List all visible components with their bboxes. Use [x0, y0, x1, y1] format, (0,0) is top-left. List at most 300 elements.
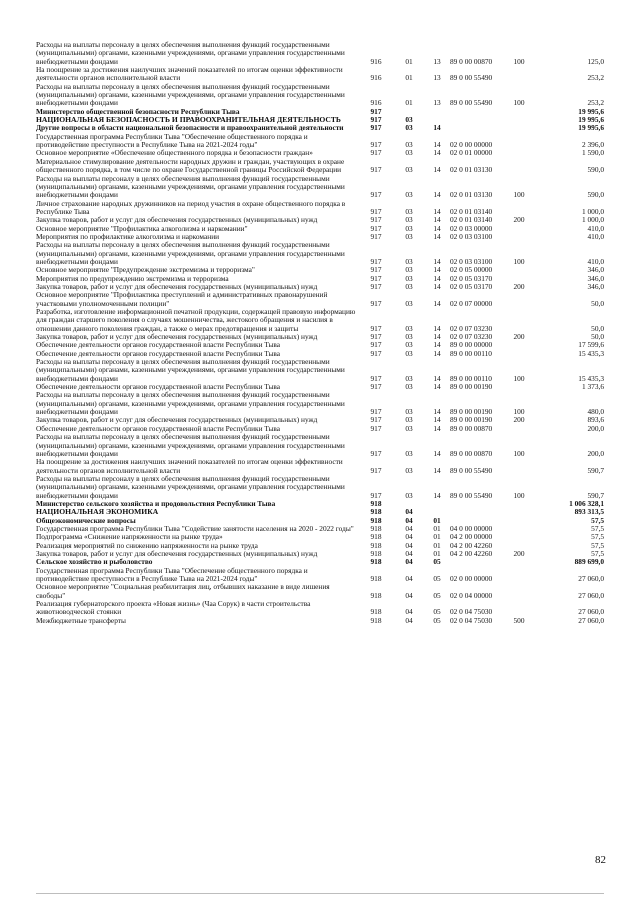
- subsection-code: 01: [433, 540, 441, 550]
- ministry-code: 916: [370, 73, 382, 83]
- table-row: [36, 291, 604, 308]
- subsection-code: 14: [433, 148, 441, 158]
- subsection-code: 14: [433, 256, 441, 266]
- amount: 410,0: [587, 231, 604, 241]
- subsection-code: 13: [433, 56, 441, 66]
- row-name: Расходы на выплаты персоналу в целях обеспечения выполнения функций государственными (муниципальными) органами, казенными учреждениями, органами управления государственными внебюджетными фондами: [36, 40, 345, 66]
- section-code: 01: [405, 56, 413, 66]
- target-article-code: 02 0 01 03130: [450, 165, 493, 175]
- subsection-code: 14: [433, 415, 441, 425]
- table-row: [36, 241, 604, 266]
- section-code: 03: [405, 281, 413, 291]
- subsection-code: 01: [433, 548, 441, 558]
- section-code: 03: [405, 373, 413, 383]
- target-article-code: 04 2 00 00000: [450, 532, 493, 542]
- amount: 410,0: [587, 256, 604, 266]
- target-article-code: 02 0 04 00000: [450, 590, 493, 600]
- ministry-code: 918: [370, 532, 382, 542]
- subsection-code: 14: [433, 373, 441, 383]
- subsection-code: 14: [433, 223, 441, 233]
- amount: 1 373,6: [581, 382, 604, 392]
- row-name: Расходы на выплаты персоналу в целях обеспечения выполнения функций государственными (муниципальными) органами, казенными учреждениями, органами управления государственными внебюджетными фондами: [36, 81, 345, 108]
- ministry-code: 918: [370, 540, 382, 550]
- ministry-code: 917: [370, 256, 382, 266]
- target-article-code: 89 0 00 00110: [450, 373, 492, 383]
- section-code: 03: [405, 123, 413, 133]
- expense-type-code: [508, 558, 530, 566]
- expense-type-code: [508, 233, 530, 241]
- amount: 1 000,0: [581, 206, 604, 216]
- section-code: 04: [405, 607, 413, 617]
- subsection-code: 14: [433, 407, 441, 417]
- table-row: [36, 158, 604, 175]
- target-article-code: [450, 116, 508, 124]
- row-name: Закупка товаров, работ и услуг для обеспечения государственных (муниципальных) нужд: [36, 332, 318, 342]
- amount: 893,6: [587, 415, 604, 425]
- target-article-code: 02 0 01 00000: [450, 148, 493, 158]
- amount: 590,7: [587, 465, 604, 475]
- ministry-code: 918: [370, 574, 382, 583]
- target-article-code: 02 0 03 03100: [450, 256, 493, 266]
- subsection-code: 14: [433, 123, 441, 133]
- subsection-code: 14: [433, 265, 441, 275]
- section-code: 04: [405, 523, 413, 533]
- expense-type-code: [508, 425, 530, 433]
- row-name: Межбюджетные трансферты: [36, 615, 126, 625]
- target-article-code: 02 0 07 00000: [450, 298, 493, 308]
- row-name: Обеспечение деятельности органов государственной власти Республики Тыва: [36, 340, 281, 350]
- subsection-code: 14: [433, 382, 441, 392]
- section-code: 03: [405, 465, 413, 475]
- section-code: 03: [405, 165, 413, 175]
- amount: 50,0: [591, 298, 604, 308]
- target-article-code: 02 0 01 03130: [450, 190, 493, 200]
- amount: 27 060,0: [578, 615, 604, 625]
- subsection-code: 05: [433, 557, 441, 567]
- expense-type-code: 200: [513, 281, 525, 291]
- expense-type-code: [508, 533, 530, 541]
- expense-type-code: 100: [513, 448, 525, 458]
- amount: 893 313,5: [574, 507, 604, 517]
- section-code: 03: [405, 256, 413, 266]
- row-name: Расходы на выплаты персоналу в целях обеспечения выполнения функций государственными (муниципальными) органами, казенными учреждениями, органами управления государственными внебюджетными фондами: [36, 240, 345, 266]
- expense-type-code: [508, 583, 530, 600]
- section-code: 03: [405, 231, 413, 241]
- amount: 57,5: [591, 540, 604, 550]
- subsection-code: 14: [433, 206, 441, 216]
- target-article-code: [450, 508, 508, 516]
- subsection-code: 14: [433, 348, 441, 358]
- expense-type-code: [508, 341, 530, 349]
- subsection-code: 05: [433, 574, 441, 583]
- subsection-code: [424, 500, 450, 508]
- row-name: Государственная программа Республики Тыва "Обеспечение общественного порядка и противодействие преступности в Республике Тыва на 2021-2024 годы": [36, 565, 308, 583]
- target-article-code: 02 0 00 00000: [450, 574, 493, 583]
- target-article-code: 04 2 00 42260: [450, 548, 493, 558]
- target-article-code: [450, 108, 508, 116]
- row-name: Реализация губернаторского проекта «Новая жизнь» (Чаа Сорук) в части строительства животноводческой стоянки: [36, 599, 311, 617]
- amount: 57,5: [591, 515, 604, 525]
- amount: 1 000,0: [581, 215, 604, 225]
- target-article-code: 02 0 04 75030: [450, 607, 493, 617]
- section-code: 04: [405, 507, 413, 517]
- ministry-code: 917: [370, 190, 382, 200]
- row-name: На поощрение за достижения наилучших значений показателей по итогам оценки эффективности деятельности органов исполнительной власти: [36, 65, 343, 83]
- row-name: Материальное стимулирование деятельности народных дружин и граждан, участвующих в охране общественного порядка, в том числе по охране Государственной границы Российской Федерации: [36, 156, 345, 175]
- row-name: Мероприятия по предупреждению экстремизма и терроризма: [36, 273, 229, 283]
- table-row: [36, 617, 604, 625]
- ministry-code: 917: [370, 206, 382, 216]
- amount: 346,0: [587, 273, 604, 283]
- amount: 1 590,0: [581, 148, 604, 158]
- section-code: 03: [405, 340, 413, 350]
- expense-type-code: [508, 149, 530, 157]
- target-article-code: 02 0 04 75030: [450, 615, 493, 625]
- amount: 346,0: [587, 281, 604, 291]
- expense-type-code: [508, 124, 530, 132]
- expense-type-code: 100: [513, 190, 525, 200]
- ministry-code: 918: [370, 498, 382, 508]
- expense-type-code: 200: [513, 215, 525, 225]
- section-code: 04: [405, 548, 413, 558]
- expense-type-code: [508, 116, 530, 124]
- ministry-code: 917: [370, 123, 382, 133]
- row-name: Государственная программа Республики Тыва "Содействие занятости населения на 2020 - 2022 годы": [36, 523, 354, 533]
- target-article-code: 02 0 07 03230: [450, 323, 493, 333]
- section-code: 03: [405, 382, 413, 392]
- ministry-code: 917: [370, 340, 382, 350]
- section-code: 03: [405, 115, 413, 125]
- amount: 50,0: [591, 323, 604, 333]
- row-name: Основное мероприятие «Обеспечение общественного порядка и безопасности граждан»: [36, 148, 313, 158]
- expense-type-code: [508, 500, 530, 508]
- row-name: Обеспечение деятельности органов государственной власти Республики Тыва: [36, 382, 281, 392]
- expense-type-code: [508, 308, 530, 333]
- subsection-code: 01: [433, 532, 441, 542]
- expense-type-code: [508, 108, 530, 116]
- expense-type-code: [508, 158, 530, 175]
- expense-type-code: [508, 517, 530, 525]
- ministry-code: 917: [370, 373, 382, 383]
- target-article-code: 02 0 05 03170: [450, 273, 493, 283]
- subsection-code: 13: [433, 98, 441, 108]
- amount: 50,0: [591, 332, 604, 342]
- section-code: 04: [405, 615, 413, 625]
- section-code: 03: [405, 407, 413, 417]
- row-name: Государственная программа Республики Тыва "Обеспечение общественного порядка и противодействие преступности в Республике Тыва на 2021-2024 годы": [36, 131, 308, 150]
- ministry-code: 917: [370, 223, 382, 233]
- expense-type-code: [508, 225, 530, 233]
- row-name: Закупка товаров, работ и услуг для обеспечения государственных (муниципальных) нужд: [36, 215, 318, 225]
- page-number: 82: [595, 854, 606, 866]
- subsection-code: 01: [433, 515, 441, 525]
- subsection-code: 14: [433, 448, 441, 458]
- section-code: 03: [405, 298, 413, 308]
- ministry-code: 917: [370, 265, 382, 275]
- row-name: Обеспечение деятельности органов государственной власти Республики Тыва: [36, 423, 281, 433]
- row-name: Основное мероприятие "Профилактика алкоголизма и наркомании": [36, 223, 248, 233]
- expense-type-code: 100: [513, 373, 525, 383]
- table-row: [36, 567, 604, 584]
- table-row: [36, 83, 604, 108]
- ministry-code: 916: [370, 56, 382, 66]
- row-name: Основное мероприятие "Профилактика преступлений и административных правонарушений участковыми уполномоченными полиции": [36, 290, 328, 308]
- table-row: [36, 175, 604, 200]
- expense-type-code: 100: [513, 490, 525, 500]
- amount: 410,0: [587, 223, 604, 233]
- section-code: 04: [405, 590, 413, 600]
- section-code: 03: [405, 140, 413, 150]
- section-code: 03: [405, 323, 413, 333]
- ministry-code: 917: [370, 115, 382, 125]
- subsection-code: 14: [433, 490, 441, 500]
- table-row: [36, 600, 604, 617]
- table-row: [36, 583, 604, 600]
- row-name: Подпрограмма «Снижение напряженности на рынке труда»: [36, 532, 223, 542]
- target-article-code: 02 0 05 03170: [450, 281, 493, 291]
- target-article-code: 89 0 00 00110: [450, 348, 492, 358]
- subsection-code: 14: [433, 298, 441, 308]
- expense-type-code: [508, 600, 530, 617]
- amount: 19 995,6: [578, 115, 604, 125]
- section-code: 04: [405, 532, 413, 542]
- amount: 200,0: [587, 423, 604, 433]
- section-code: 03: [405, 223, 413, 233]
- subsection-code: 05: [433, 590, 441, 600]
- amount: 27 060,0: [578, 574, 604, 583]
- subsection-code: 14: [433, 281, 441, 291]
- ministry-code: 917: [370, 415, 382, 425]
- ministry-code: 916: [370, 98, 382, 108]
- row-name: Закупка товаров, работ и услуг для обеспечения государственных (муниципальных) нужд: [36, 415, 318, 425]
- section-code: 03: [405, 190, 413, 200]
- table-row: [36, 133, 604, 150]
- footer-rule: [36, 893, 604, 894]
- row-name: Расходы на выплаты персоналу в целях обеспечения выполнения функций государственными (муниципальными) органами, казенными учреждениями, органами управления государственными внебюджетными фондами: [36, 357, 345, 383]
- row-name: Расходы на выплаты персоналу в целях обеспечения выполнения функций государственными (муниципальными) органами, казенными учреждениями, органами управления государственными внебюджетными фондами: [36, 432, 345, 458]
- expense-type-code: 100: [513, 407, 525, 417]
- amount: 590,0: [587, 190, 604, 200]
- section-code: 03: [405, 265, 413, 275]
- expense-type-code: [508, 508, 530, 516]
- table-row: [36, 41, 604, 66]
- row-name: Другие вопросы в области национальной безопасности и правоохранительной деятельности: [36, 123, 344, 133]
- amount: 590,0: [587, 165, 604, 175]
- subsection-code: 14: [433, 190, 441, 200]
- subsection-code: 14: [433, 465, 441, 475]
- target-article-code: 89 0 00 00000: [450, 340, 493, 350]
- section-code: 04: [405, 515, 413, 525]
- expense-type-code: [508, 383, 530, 391]
- ministry-code: 918: [370, 515, 382, 525]
- ministry-code: 918: [370, 557, 382, 567]
- expense-type-code: [508, 525, 530, 533]
- expense-type-code: 500: [513, 615, 525, 625]
- expense-type-code: 100: [513, 56, 525, 66]
- amount: 15 435,3: [578, 348, 604, 358]
- expense-type-code: 200: [513, 332, 525, 342]
- subsection-code: 14: [433, 340, 441, 350]
- amount: 57,5: [591, 548, 604, 558]
- row-name: НАЦИОНАЛЬНАЯ БЕЗОПАСНОСТЬ И ПРАВООХРАНИТЕЛЬНАЯ ДЕЯТЕЛЬНОСТЬ: [36, 115, 341, 125]
- expense-type-code: [508, 66, 530, 83]
- target-article-code: 89 0 00 55490: [450, 73, 493, 83]
- expense-type-code: [508, 200, 530, 217]
- ministry-code: 917: [370, 298, 382, 308]
- amount: 17 599,6: [578, 340, 604, 350]
- row-name: Расходы на выплаты персоналу в целях обеспечения выполнения функций государственными (муниципальными) органами, казенными учреждениями, органами управления государственными внебюджетными фондами: [36, 473, 345, 500]
- target-article-code: [450, 124, 508, 132]
- ministry-code: 917: [370, 465, 382, 475]
- row-name: Разработка, изготовление информационной печатной продукции, содержащей правовую информацию для граждан старшего поколения о случаях мошенничества, жестокого обращения и насилия в отношении данного поколения граждан, а также о мерах предотвращения и защиты: [36, 307, 356, 333]
- target-article-code: 89 0 00 00190: [450, 407, 493, 417]
- section-code: 03: [405, 206, 413, 216]
- table-row: [36, 433, 604, 458]
- amount: 590,7: [587, 490, 604, 500]
- subsection-code: 14: [433, 140, 441, 150]
- section-code: 01: [405, 98, 413, 108]
- row-name: Реализация мероприятий по снижению напряженности на рынке труда: [36, 540, 258, 550]
- ministry-code: 917: [370, 332, 382, 342]
- ministry-code: 917: [370, 490, 382, 500]
- target-article-code: [450, 500, 508, 508]
- expense-type-code: 100: [513, 98, 525, 108]
- ministry-code: 918: [370, 507, 382, 517]
- ministry-code: 918: [370, 607, 382, 617]
- expense-type-code: [508, 291, 530, 308]
- subsection-code: 14: [433, 215, 441, 225]
- ministry-code: 917: [370, 407, 382, 417]
- subsection-code: 14: [433, 332, 441, 342]
- expense-type-code: 200: [513, 548, 525, 558]
- amount: 200,0: [587, 448, 604, 458]
- target-article-code: 02 0 01 03140: [450, 206, 493, 216]
- row-name: Закупка товаров, работ и услуг для обеспечения государственных (муниципальных) нужд: [36, 548, 318, 558]
- table-row: [36, 200, 604, 217]
- subsection-code: 14: [433, 323, 441, 333]
- table-row: [36, 475, 604, 500]
- section-code: 04: [405, 574, 413, 583]
- amount: 346,0: [587, 265, 604, 275]
- ministry-code: 918: [370, 523, 382, 533]
- subsection-code: 05: [433, 607, 441, 617]
- row-name: Личное страхование народных дружинников на период участия в охране общественного порядка в Республике Тыва: [36, 198, 346, 216]
- budget-table: [36, 41, 604, 625]
- row-name: Сельское хозяйство и рыболовство: [36, 557, 153, 567]
- section-code: 03: [405, 215, 413, 225]
- amount: 253,2: [587, 73, 604, 83]
- table-row: [36, 358, 604, 383]
- amount: 19 995,6: [578, 106, 604, 116]
- row-name: Общеэкономические вопросы: [36, 515, 136, 525]
- expense-type-code: 200: [513, 415, 525, 425]
- target-article-code: 89 0 00 00870: [450, 448, 493, 458]
- amount: 253,2: [587, 98, 604, 108]
- ministry-code: 917: [370, 148, 382, 158]
- subsection-code: 14: [433, 423, 441, 433]
- amount: 1 006 328,1: [569, 498, 604, 508]
- ministry-code: 917: [370, 106, 382, 116]
- ministry-code: 917: [370, 448, 382, 458]
- amount: 2 396,0: [581, 140, 604, 150]
- section-code: 04: [405, 540, 413, 550]
- target-article-code: 89 0 00 55490: [450, 465, 493, 475]
- expense-type-code: 100: [513, 256, 525, 266]
- table-row: [36, 66, 604, 83]
- target-article-code: 02 0 05 00000: [450, 265, 493, 275]
- ministry-code: 918: [370, 548, 382, 558]
- section-code: 03: [405, 332, 413, 342]
- table-row: [36, 458, 604, 475]
- ministry-code: 917: [370, 140, 382, 150]
- section-code: 03: [405, 273, 413, 283]
- expense-type-code: [508, 133, 530, 150]
- ministry-code: 918: [370, 615, 382, 625]
- target-article-code: 89 0 00 55490: [450, 98, 493, 108]
- target-article-code: 89 0 00 55490: [450, 490, 493, 500]
- target-article-code: 02 0 03 00000: [450, 223, 493, 233]
- expense-type-code: [508, 458, 530, 475]
- subsection-code: 05: [433, 615, 441, 625]
- target-article-code: 89 0 00 00190: [450, 382, 493, 392]
- target-article-code: 02 0 03 03100: [450, 231, 493, 241]
- amount: 480,0: [587, 407, 604, 417]
- ministry-code: 917: [370, 231, 382, 241]
- row-name: Министерство общественной безопасности Республики Тыва: [36, 106, 240, 116]
- amount: 125,0: [587, 56, 604, 66]
- amount: 57,5: [591, 532, 604, 542]
- subsection-code: [424, 108, 450, 116]
- amount: 19 995,6: [578, 123, 604, 133]
- target-article-code: 89 0 00 00870: [450, 423, 493, 433]
- target-article-code: 89 0 00 00870: [450, 56, 493, 66]
- amount: 57,5: [591, 523, 604, 533]
- ministry-code: 917: [370, 165, 382, 175]
- subsection-code: 01: [433, 523, 441, 533]
- subsection-code: 14: [433, 273, 441, 283]
- subsection-code: 13: [433, 73, 441, 83]
- target-article-code: 89 0 00 00190: [450, 415, 493, 425]
- target-article-code: 04 2 00 42260: [450, 540, 493, 550]
- section-code: 03: [405, 490, 413, 500]
- section-code: 03: [405, 348, 413, 358]
- target-article-code: 02 0 00 00000: [450, 140, 493, 150]
- section-code: 03: [405, 448, 413, 458]
- amount: 15 435,3: [578, 373, 604, 383]
- ministry-code: 917: [370, 281, 382, 291]
- section-code: 04: [405, 557, 413, 567]
- section-code: 01: [405, 73, 413, 83]
- row-name: Расходы на выплаты персоналу в целях обеспечения выполнения функций государственными (муниципальными) органами, казенными учреждениями, органами управления государственными внебюджетными фондами: [36, 173, 345, 200]
- subsection-code: 14: [433, 165, 441, 175]
- ministry-code: 917: [370, 382, 382, 392]
- section-code: 03: [405, 423, 413, 433]
- expense-type-code: [508, 567, 530, 584]
- row-name: Расходы на выплаты персоналу в целях обеспечения выполнения функций государственными (муниципальными) органами, казенными учреждениями, органами управления государственными внебюджетными фондами: [36, 390, 345, 417]
- table-row: [36, 308, 604, 333]
- amount: 27 060,0: [578, 590, 604, 600]
- row-name: Основное мероприятие "Предупреждение экстремизма и терроризма": [36, 265, 255, 275]
- section-code: 03: [405, 148, 413, 158]
- ministry-code: 917: [370, 215, 382, 225]
- row-name: НАЦИОНАЛЬНАЯ ЭКОНОМИКА: [36, 507, 159, 517]
- row-name: Закупка товаров, работ и услуг для обеспечения государственных (муниципальных) нужд: [36, 281, 318, 291]
- expense-type-code: [508, 266, 530, 274]
- row-name: Обеспечение деятельности органов государственной власти Республики Тыва: [36, 348, 281, 358]
- target-article-code: [450, 558, 508, 566]
- row-name: Основное мероприятие "Социальная реабилитация лиц, отбывших наказание в виде лишения свободы": [36, 582, 330, 600]
- ministry-code: 917: [370, 323, 382, 333]
